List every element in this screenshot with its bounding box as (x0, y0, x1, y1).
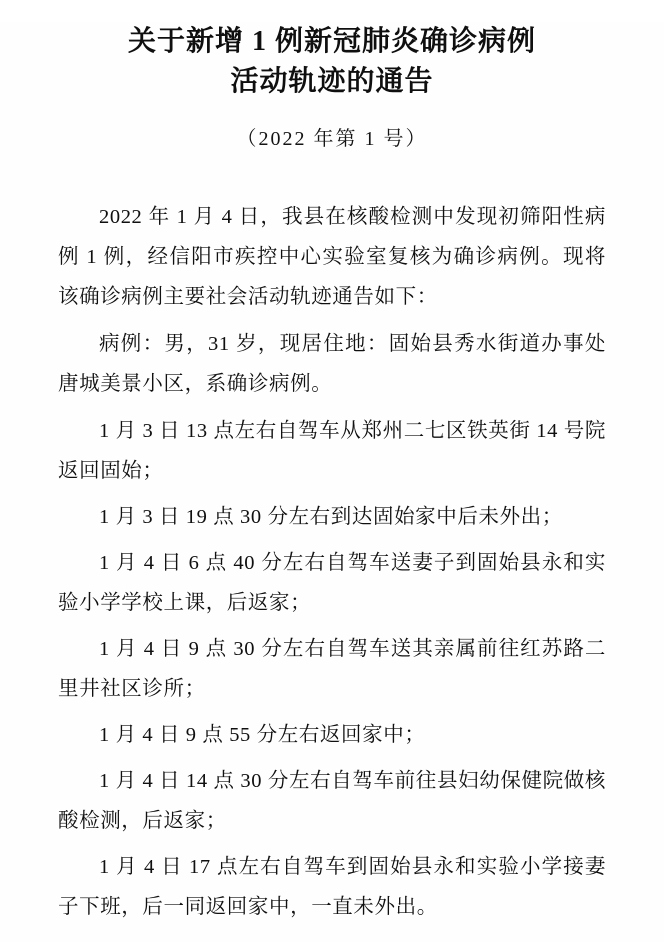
page-title (58, 22, 606, 102)
paragraph-5: 1 月 4 日 6 点 40 分左右自驾车送妻子到固始县永和实验小学学校上课，后返家； (58, 552, 606, 614)
paragraph-3: 1 月 3 日 13 点左右自驾车从郑州二七区铁英街 14 号院返回固始； (58, 420, 606, 482)
paragraph-9: 1 月 4 日 17 点左右自驾车到固始县永和实验小学接妻子下班，后一同返回家中，一直未外出。 (58, 856, 606, 918)
paragraph-8: 1 月 4 日 14 点 30 分左右自驾车前往县妇幼保健院做核酸检测，后返家； (58, 770, 606, 832)
paragraph-7: 1 月 4 日 9 点 55 分左右返回家中； (99, 724, 426, 746)
document-body (58, 197, 606, 927)
title-line-1: 关于新增 1 例新冠肺炎确诊病例 (127, 26, 536, 57)
document-number: （2022 年第 1 号） (236, 128, 428, 150)
paragraph-2: 病例：男，31 岁，现居住地：固始县秀水街道办事处唐城美景小区，系确诊病例。 (58, 333, 606, 395)
document-page (0, 22, 664, 942)
paragraph-6: 1 月 4 日 9 点 30 分左右自驾车送其亲属前往红苏路二里井社区诊所； (58, 638, 606, 700)
title-line-2: 活动轨迹的通告 (230, 66, 434, 97)
paragraph-4: 1 月 3 日 19 点 30 分左右到达固始家中后未外出； (99, 506, 563, 528)
paragraph-1: 2022 年 1 月 4 日，我县在核酸检测中发现初筛阳性病例 1 例，经信阳市疾控中心实验室复核为确诊病例。现将该确诊病例主要社会活动轨迹通告如下： (58, 206, 606, 308)
